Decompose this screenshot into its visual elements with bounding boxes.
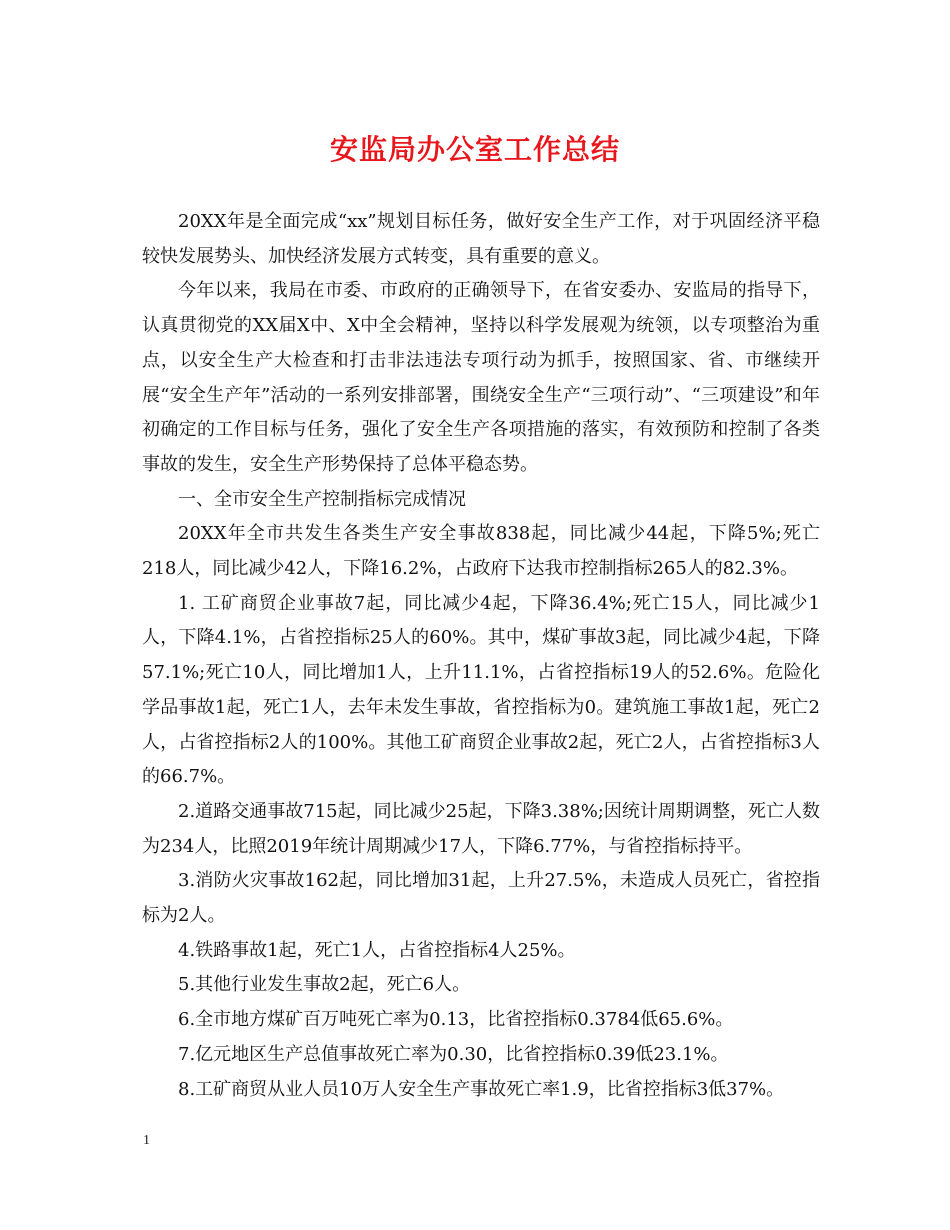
paragraph-summary-stats: 20XX年全市共发生各类生产安全事故838起，同比减少44起，下降5%;死亡218人，同比减少42人，下降16.2%，占政府下达我市控制指标265人的82.3%。 [142,523,820,580]
list-item: 6.全市地方煤矿百万吨死亡率为0.13，比省控指标0.3784低65.6%。 [178,1009,734,1031]
section-heading: 一、全市安全生产控制指标完成情况 [178,488,466,510]
list-item: 5.其他行业发生事故2起，死亡6人。 [178,974,471,996]
paragraph-intro: 20XX年是全面完成“xx”规划目标任务，做好安全生产工作，对于巩固经济平稳较快发展势头、加快经济发展方式转变，具有重要的意义。 [142,211,820,267]
list-item: 1. 工矿商贸企业事故7起，同比减少4起，下降36.4%;死亡15人，同比减少1人，下降4.1%，占省控指标25人的60%。其中，煤矿事故3起，同比减少4起，下降57.1%;死亡10人，同比增加1人，上升11.1%，占省控指标19人的52.6%。危险化学品事故1起，死亡1人，去年未发生事故，省控指标为0。建筑施工事故1起，死亡2人，占省控指标2人的100%。其他工矿商贸企业事故2起，死亡2人，占省控指标3人的66.7%。 [142,592,820,788]
paragraph-overview: 今年以来，我局在市委、市政府的正确领导下，在省安委办、安监局的指导下，认真贯彻党的XX届X中、X中全会精神，坚持以科学发展观为统领，以专项整治为重点，以安全生产大检查和打击非法违法专项行动为抓手，按照国家、省、市继续开展“安全生产年”活动的一系列安排部署，围绕安全生产“三项行动”、“三项建设”和年初确定的工作目标与任务，强化了安全生产各项措施的落实，有效预防和控制了各类事故的发生，安全生产形势保持了总体平稳态势。 [142,280,820,475]
list-item: 3.消防火灾事故162起，同比增加31起，上升27.5%，未造成人员死亡，省控指标为2人。 [142,870,820,927]
document-title: 安监局办公室工作总结 [329,133,620,166]
list-item: 4.铁路事故1起，死亡1人，占省控指标4人25%。 [178,939,576,961]
list-item: 7.亿元地区生产总值事故死亡率为0.30，比省控指标0.39低23.1%。 [178,1043,729,1065]
page-number: 1 [143,1133,150,1148]
document-body [142,205,820,1107]
list-item: 2.道路交通事故715起，同比减少25起，下降3.38%;因统计周期调整，死亡人数为234人，比照2019年统计周期减少17人，下降6.77%，与省控指标持平。 [142,800,820,857]
list-item: 8.工矿商贸从业人员10万人安全生产事故死亡率1.9，比省控指标3低37%。 [178,1078,785,1100]
